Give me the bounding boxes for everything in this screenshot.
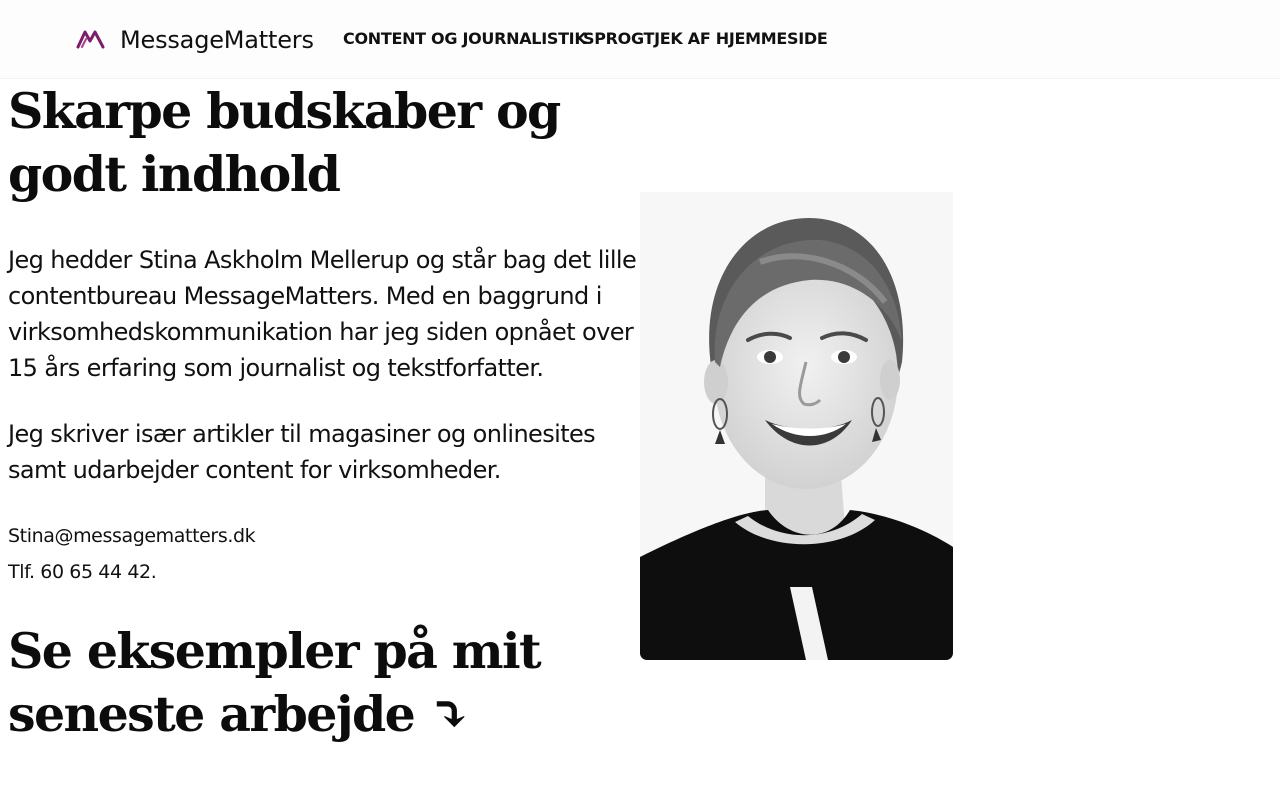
messagematters-logo-icon[interactable] xyxy=(76,26,106,52)
contact-email[interactable]: Stina@messagematters.dk xyxy=(8,525,256,547)
contact-phone: Tlf. 60 65 44 42. xyxy=(8,561,157,583)
brand-link[interactable]: MessageMatters xyxy=(120,26,314,54)
hero-section xyxy=(8,78,638,746)
examples-heading: Se eksempler på mit seneste arbejde ⤵ xyxy=(8,622,541,743)
nav-content-og-journalistik[interactable]: CONTENT OG JOURNALISTIK xyxy=(343,29,587,48)
portrait-photo xyxy=(640,192,953,660)
site-header xyxy=(0,0,1280,79)
portrait-illustration xyxy=(640,192,953,660)
page-title: Skarpe budskaber og godt indhold xyxy=(8,82,560,203)
nav-sprogtjek-af-hjemmeside[interactable]: SPROGTJEK AF HJEMMESIDE xyxy=(583,29,828,48)
intro-paragraph: Jeg hedder Stina Askholm Mellerup og står bag det lille contentbureau MessageMatters. Med en baggrund i virksomhedskommunikation har jeg siden opnået over 15 års erfaring som journalist og tekstforfatter. xyxy=(8,246,637,382)
intro-paragraph-2: Jeg skriver især artikler til magasiner og onlinesites samt udarbejder content for virksomheder. xyxy=(8,420,596,484)
